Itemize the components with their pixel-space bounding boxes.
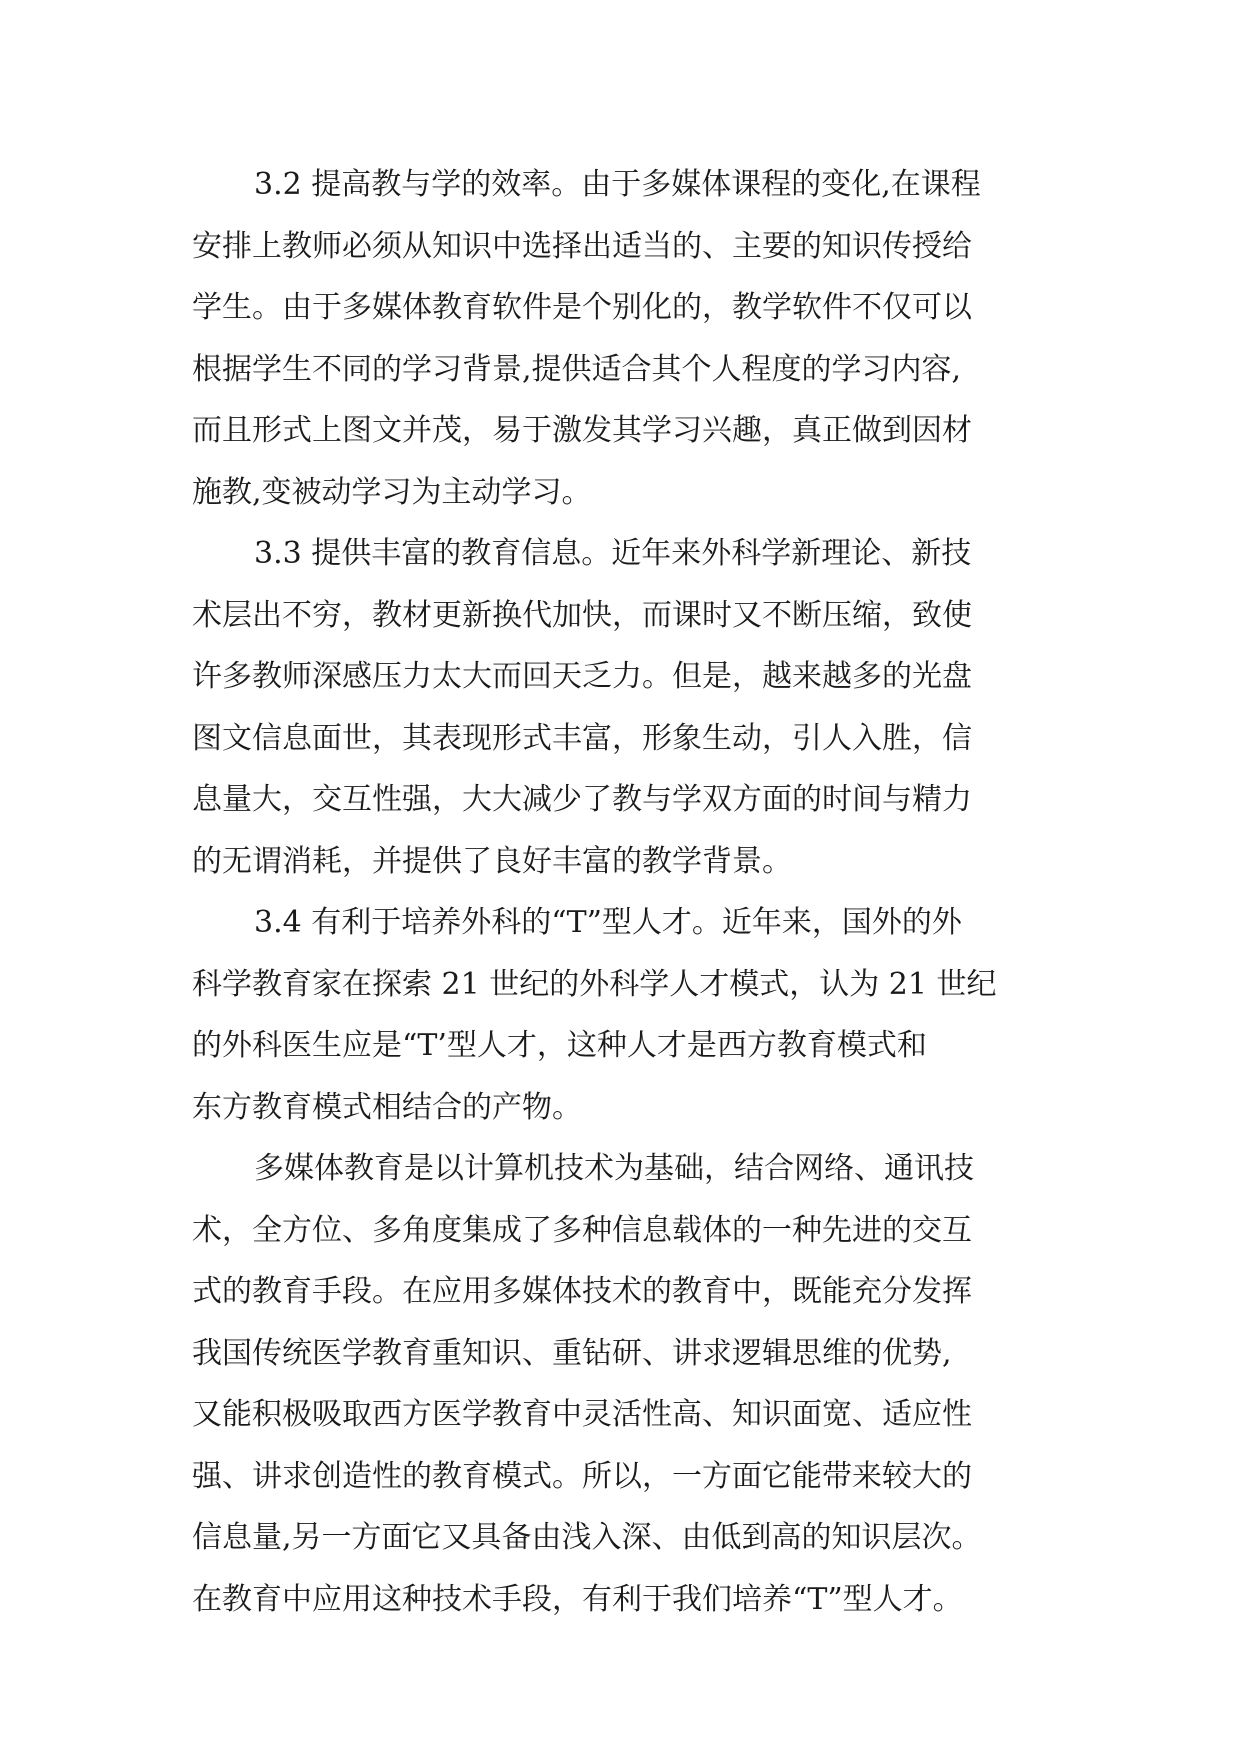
paragraph-3-4	[192, 892, 1072, 1138]
paragraph-3-2	[192, 154, 1072, 523]
text-line: 学生。由于多媒体教育软件是个别化的，教学软件不仅可以	[192, 290, 972, 325]
text-line: 科学教育家在探索 21 世纪的外科学人才模式，认为 21 世纪	[192, 966, 997, 1002]
text-line: 而且形式上图文并茂，易于激发其学习兴趣，真正做到因材	[192, 413, 972, 448]
text-line: 信息量,另一方面它又具备由浅入深、由低到高的知识层次。	[192, 1520, 982, 1555]
text-line: 式的教育手段。在应用多媒体技术的教育中，既能充分发挥	[192, 1274, 972, 1309]
text-line: 术，全方位、多角度集成了多种信息载体的一种先进的交互	[192, 1212, 972, 1248]
text-line: 根据学生不同的学习背景,提供适合其个人程度的学习内容,	[192, 351, 962, 387]
text-line: 许多教师深感压力太大而回天乏力。但是，越来越多的光盘	[192, 659, 972, 694]
text-line: 3.2 提高教与学的效率。由于多媒体课程的变化,在课程	[254, 167, 981, 202]
text-line: 术层出不穷，教材更新换代加快，而课时又不断压缩，致使	[192, 597, 972, 633]
text-line: 在教育中应用这种技术手段，有利于我们培养“T”型人才。	[192, 1581, 963, 1617]
text-line: 东方教育模式相结合的产物。	[192, 1089, 582, 1125]
text-line: 的无谓消耗，并提供了良好丰富的教学背景。	[192, 843, 792, 879]
text-line: 安排上教师必须从知识中选择出适当的、主要的知识传授给	[192, 228, 972, 264]
paragraph-3-3	[192, 523, 1072, 892]
text-line: 又能积极吸取西方医学教育中灵活性高、知识面宽、适应性	[192, 1397, 972, 1432]
text-line: 我国传统医学教育重知识、重钻研、讲求逻辑思维的优势,	[192, 1335, 952, 1371]
text-line: 3.4 有利于培养外科的“T”型人才。近年来，国外的外	[254, 905, 962, 940]
text-line: 强、讲求创造性的教育模式。所以，一方面它能带来较大的	[192, 1458, 972, 1494]
text-line: 的外科医生应是“T’型人才，这种人才是西方教育模式和	[192, 1028, 927, 1063]
paragraph-multimedia	[192, 1138, 1072, 1630]
text-line: 图文信息面世，其表现形式丰富，形象生动，引人入胜，信	[192, 720, 972, 756]
document-body	[192, 154, 1072, 1630]
text-line: 施教,变被动学习为主动学习。	[192, 474, 592, 510]
text-line: 息量大，交互性强，大大减少了教与学双方面的时间与精力	[192, 782, 972, 817]
text-line: 多媒体教育是以计算机技术为基础，结合网络、通讯技	[254, 1151, 974, 1186]
text-line: 3.3 提供丰富的教育信息。近年来外科学新理论、新技	[254, 536, 972, 571]
